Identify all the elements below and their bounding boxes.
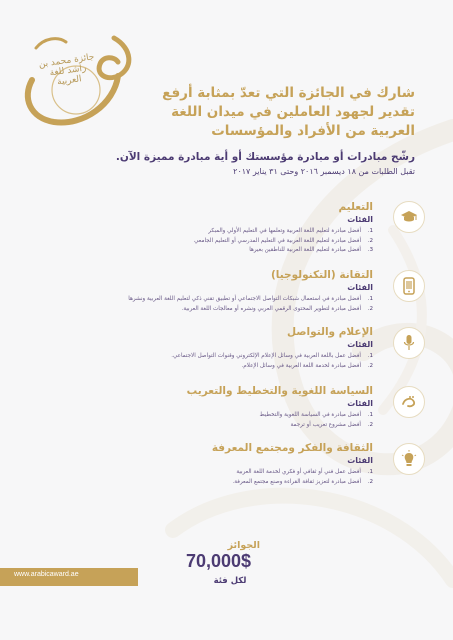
section-label: الفئات [347, 215, 373, 224]
section-technology [53, 268, 373, 314]
list-item: 3. أفضل مبادرة لتعليم اللغة العربية للناطقين بغيرها [249, 247, 373, 253]
prize-per-category: لكل فئة [213, 576, 247, 586]
calligraphy-letter-icon [400, 394, 418, 410]
graduation-cap-icon [400, 210, 418, 224]
headline-line-2: تقدير لجهود العاملين في ميدان اللغة [171, 104, 415, 120]
microphone-icon [403, 334, 415, 352]
submission-dates: تقبل الطلبات من ١٨ ديسمبر ٢٠١٦ وحتى ٣١ يناير ٢٠١٧ [233, 167, 415, 176]
lightbulb-icon [401, 450, 417, 468]
smartphone-icon [403, 277, 415, 295]
list-item: 1. أفضل عمل فني أو ثقافي أو فكري لخدمة اللغة العربية [236, 469, 373, 475]
section-media-icon-badge [393, 327, 425, 359]
section-label: الفئات [347, 399, 373, 408]
section-culture [53, 441, 373, 487]
list-item: 2. أفضل مبادرة لخدمة اللغة العربية في وسائل الإعلام. [241, 362, 373, 369]
section-media [53, 325, 373, 371]
section-language-policy [53, 384, 373, 430]
section-label: الفئات [347, 340, 373, 349]
headline-line-1: شارك في الجائزة التي تعدّ بمثابة أرفع [162, 85, 415, 101]
section-title: التعليم [338, 201, 373, 213]
list-item: 1. أفضل مبادرة في استعمال شبكات التواصل الاجتماعي أو تطبيق تقني ذكي لتعليم اللغة العربية ونشرها [128, 296, 373, 302]
list-item: 1. أفضل مبادرة في السياسة اللغوية والتخطيط [259, 412, 373, 418]
section-title: الثقافة والفكر ومجتمع المعرفة [211, 442, 373, 454]
list-item: 1. أفضل مبادرة لتعليم اللغة العربية وتعلمها في التعليم الأولي والمبكر [208, 228, 373, 234]
section-education [53, 200, 373, 256]
logo-text: جائزة محمد بن راشد للغة العربية [38, 52, 96, 88]
section-label: الفئات [347, 283, 373, 292]
website-link[interactable]: www.arabicaward.ae [14, 571, 79, 578]
section-education-icon-badge [393, 201, 425, 233]
section-policy-icon-badge [393, 386, 425, 418]
section-culture-icon-badge [393, 443, 425, 475]
prize-amount: 70,000$ [186, 551, 252, 571]
headline [115, 84, 415, 141]
section-title: الإعلام والتواصل [287, 326, 373, 338]
section-label: الفئات [347, 456, 373, 465]
list-item: 2. أفضل مبادرة لتعليم اللغة العربية في التعليم المدرسي أو التعليم الجامعي [194, 237, 373, 244]
list-item: 2. أفضل مبادرة لتعزيز ثقافة القراءة وصنع مجتمع المعرفة. [232, 478, 373, 485]
prize-label: الجوائز [227, 540, 260, 551]
section-technology-icon-badge [393, 270, 425, 302]
section-title: التقانة (التكنولوجيا) [270, 269, 373, 281]
list-item: 2. أفضل مبادرة لتطوير المحتوى الرقمي العربي ونشره أو معالجات اللغة العربية. [181, 305, 373, 312]
section-title: السياسة اللغوية والتخطيط والتعريب [186, 385, 373, 397]
list-item: 2. أفضل مشروع تعريب أو ترجمة [290, 421, 373, 428]
list-item: 1. أفضل عمل باللغة العربية في وسائل الإعلام الإلكتروني وقنوات التواصل الاجتماعي. [171, 353, 373, 359]
headline-line-3: العربية من الأفراد والمؤسسات [211, 123, 415, 139]
nominate-text: رشّح مبادرات أو مبادرة مؤسستك أو أية مبادرة مميزة الآن. [115, 151, 415, 163]
